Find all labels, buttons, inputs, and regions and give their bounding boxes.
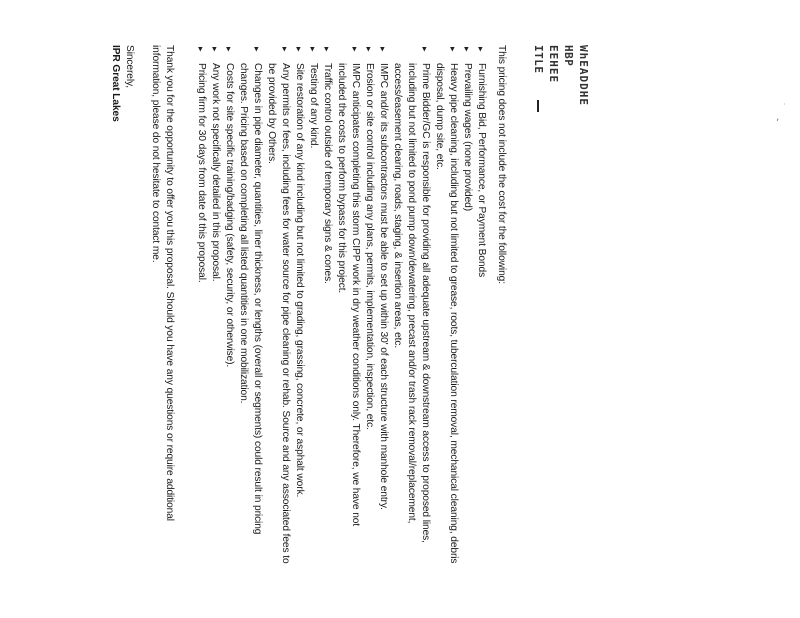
stamp-text: ITLE — [532, 45, 545, 74]
exclusions-intro: This pricing does not include the cost for the following: — [496, 45, 507, 284]
list-item: ▸ Prime Bidder/GC is responsible for providing all adequate upstream & downstream access to proposed lines, including but not limited to pond pump down/dewatering, precast and/or trash rack removal/replacement, access/easement clearing, roads, staging, & insertion areas, etc. — [390, 45, 432, 565]
list-item: ▸ IMPC anticipates completing this storm CIPP work in dry weather conditions only. Therefore, we have not included the costs to perform bypass for this project. — [334, 45, 362, 565]
rotated-letter — [100, 45, 590, 565]
signoff-block — [108, 45, 136, 245]
scan-artifact: · — [783, 100, 786, 109]
list-item: ▸ Site restoration of any kind including but not limited to grading, grassing, concrete, or asphalt work. — [292, 45, 306, 565]
exclusions-list — [194, 45, 488, 565]
scan-artifact: ‚ — [776, 112, 780, 123]
list-item: ▸ Pricing firm for 30 days from date of this proposal. — [194, 45, 208, 565]
stamp-line: WhEADDHE — [577, 45, 590, 106]
header-stamp — [530, 45, 590, 245]
list-item: ▸ IMPC and/or its subcontractors must be able to set up within 30' of each structure with manhole entry. — [376, 45, 390, 565]
list-item: ▸ Costs for site specific training/badging (safety, security, or otherwise). — [222, 45, 236, 565]
list-item: ▸ Any work not specifically detailed in this proposal. — [208, 45, 222, 565]
signoff-text: Sincerely, — [124, 45, 135, 88]
list-item: ▸ Prevailing wages (none provided) — [460, 45, 474, 565]
list-item: ▸ Testing of any kind. — [306, 45, 320, 565]
list-item: ▸ Furnishing Bid, Performance, or Payment Bonds — [474, 45, 488, 565]
list-item: ▸ Erosion or site control including any plans, permits, implementation, inspection, etc. — [362, 45, 376, 565]
stamp-line: EEHEE — [547, 45, 560, 84]
list-item: ▸ Changes in pipe diameter, quantities, liner thickness, or lengths (overall or segments) could result in pricing changes. Pricing based on completing all listed quantities in one mobilization. — [236, 45, 264, 565]
list-item: ▸ Traffic control outside of temporary signs & cones. — [320, 45, 334, 565]
list-item: ▸ Heavy pipe cleaning, including but not limited to grease, roots, tuberculation removal, mechanical cleaning, debris disposal, dump site, etc. — [432, 45, 460, 565]
list-item: ▸ Any permits or fees, including fees for water source for pipe cleaning or rehab. Source and any associated fees to be provided by Others. — [264, 45, 292, 565]
stamp-line — [530, 45, 545, 245]
closing-paragraph: Thank you for the opportunity to offer you this proposal. Should you have any questions or require additional information, please do not hesitate to contact me. — [150, 45, 175, 521]
dash-mark — [537, 100, 539, 112]
stamp-line: HBP — [562, 45, 575, 67]
company-name: IPR Great Lakes — [110, 45, 121, 122]
